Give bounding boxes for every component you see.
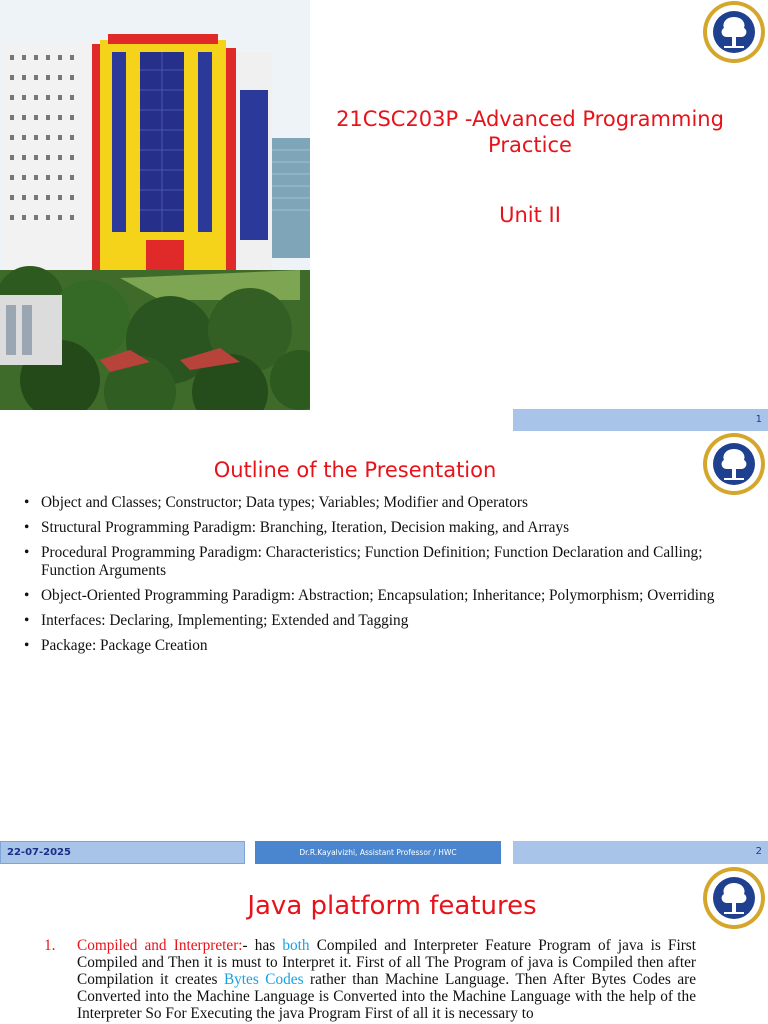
slide-2 bbox=[0, 432, 768, 866]
feature-text bbox=[77, 937, 696, 1022]
list-item: • Structural Programming Paradigm: Branching, Iteration, Decision making, and Arrays bbox=[24, 519, 744, 537]
course-title: 21CSC203P -Advanced Programming Practice bbox=[336, 107, 724, 157]
feature-highlight: Bytes Codes bbox=[223, 971, 304, 988]
list-item: • Procedural Programming Paradigm: Characteristics; Function Definition; Function Declaration and Calling; Function Arguments bbox=[24, 544, 744, 580]
slide-1 bbox=[0, 0, 768, 432]
list-item: • Object-Oriented Programming Paradigm: Abstraction; Encapsulation; Inheritance; Polymorphism; Overriding bbox=[24, 587, 744, 605]
outline-list bbox=[24, 494, 744, 662]
slide-3 bbox=[0, 866, 768, 1024]
university-seal-icon bbox=[702, 866, 766, 930]
feature-text-part: Compiled and Interpreter Feature Program of java is First Compiled and Then it is must to Interpret it. First of all The Program of java is Compiled then after Compilation it creates bbox=[77, 937, 696, 988]
feature-term: Compiled and Interpreter: bbox=[77, 937, 243, 954]
outline-title: Outline of the Presentation bbox=[213, 458, 497, 482]
feature-highlight: both bbox=[282, 937, 310, 954]
page-number-bar: 2 bbox=[513, 841, 768, 864]
list-item: • Object and Classes; Constructor; Data types; Variables; Modifier and Operators bbox=[24, 494, 744, 512]
page-number-bar: 1 bbox=[513, 409, 768, 431]
feature-number: 1. bbox=[44, 937, 56, 954]
feature-text-part: rather than Machine Language. Then After Bytes Codes are Converted into the Machine Language is Converted into the Machine Language with the help of the Interpreter So For Executing the java Program First of all it is necessary to bbox=[77, 971, 696, 1022]
unit-title: Unit II bbox=[499, 203, 561, 227]
list-item: • Package: Package Creation bbox=[24, 637, 744, 655]
footer-author: Dr.R.Kayalvizhi, Assistant Professor / HWC bbox=[255, 841, 501, 864]
list-item: • Interfaces: Declaring, Implementing; Extended and Tagging bbox=[24, 612, 744, 630]
footer-date: 22-07-2025 bbox=[0, 841, 245, 864]
feature-item bbox=[44, 937, 696, 1022]
features-title: Java platform features bbox=[247, 891, 537, 921]
university-seal-icon bbox=[702, 0, 766, 64]
university-seal-icon bbox=[702, 432, 766, 496]
feature-text-part: - has bbox=[242, 937, 283, 954]
building-photo bbox=[0, 0, 310, 410]
